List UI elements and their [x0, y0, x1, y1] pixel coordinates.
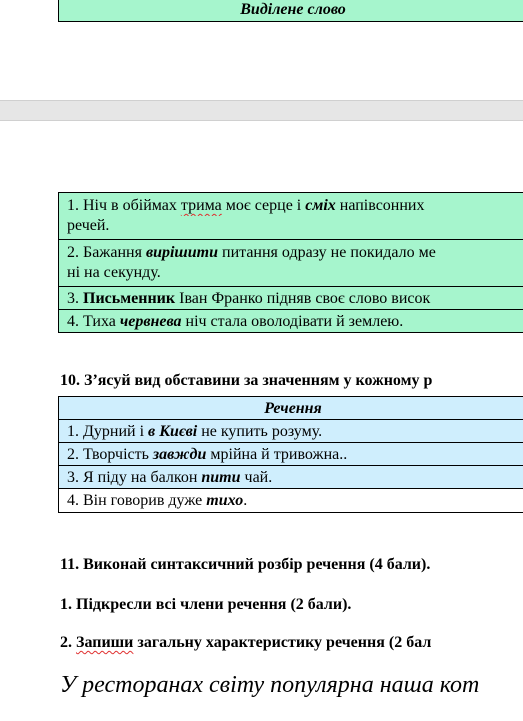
question-10-title: 10. З’ясуй вид обставини за значенням у кожному р	[60, 372, 433, 389]
highlighted-word: червнева	[119, 313, 182, 330]
table-row: 4. Тиха червнева ніч стала оволодівати й землею.	[58, 309, 523, 333]
row-number: 2.	[67, 244, 79, 261]
highlighted-word: в Києві	[148, 423, 198, 440]
highlighted-word: пити	[201, 469, 241, 486]
table-row: 4. Він говорив дуже тихо.	[58, 488, 523, 513]
table-row: 2. Бажання вирішити питання одразу не покидало ме ні на секунду.	[58, 239, 523, 287]
highlighted-word: Письменник	[83, 290, 176, 307]
highlighted-word: тихо	[206, 492, 244, 509]
row-number: 3.	[67, 469, 79, 486]
highlighted-word: завжди	[152, 446, 207, 463]
table-row: 1. Ніч в обіймах трима моє серце і сміх напівсонних речей.	[58, 192, 523, 240]
question-11-title: 11. Виконай синтаксичний розбір речення (4 бали).	[60, 556, 431, 573]
page-gap	[0, 100, 523, 121]
analysis-sentence: У ресторанах світу популярна наша кот	[60, 672, 480, 698]
table-2-header: Речення	[264, 400, 322, 417]
row-number: 3.	[67, 290, 79, 307]
table-row: 3. Я піду на балкон пити чай.	[58, 465, 523, 489]
question-11-task-1: 1. Підкресли всі члени речення (2 бали).	[60, 596, 352, 613]
table-2-header-cell	[58, 396, 523, 420]
table-row: 1. Дурний і в Києві не купить розуму.	[58, 419, 523, 443]
highlighted-word: сміх	[305, 197, 336, 214]
question-11-task-2: 2. Запиши загальну характеристику речення (2 бал	[60, 634, 432, 651]
row-number: 2.	[67, 446, 79, 463]
row-number: 4.	[67, 313, 79, 330]
highlighted-word: вирішити	[145, 244, 218, 261]
table-row: 2. Творчість завжди мрійна й тривожна..	[58, 442, 523, 466]
row-number: 1.	[67, 423, 79, 440]
table-row: 3. Письменник Іван Франко підняв своє слово висок	[58, 286, 523, 310]
top-table-header: Виділене слово	[240, 1, 346, 18]
top-table-header-cell	[58, 0, 523, 22]
row-number: 4.	[67, 492, 79, 509]
row-number: 1.	[67, 197, 79, 214]
